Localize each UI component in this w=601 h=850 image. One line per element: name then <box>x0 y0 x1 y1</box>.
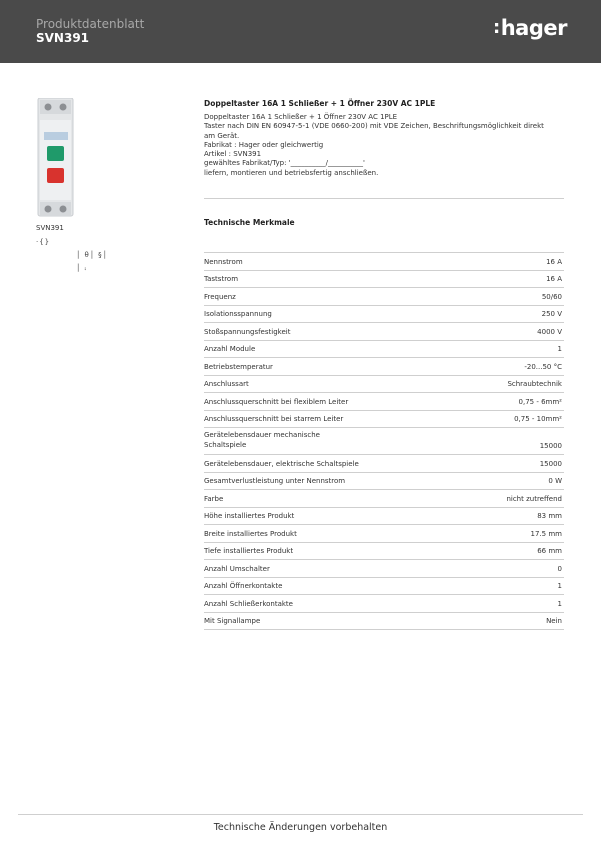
table-row <box>204 473 564 491</box>
description-line: am Gerät. <box>204 131 240 140</box>
table-row <box>204 271 564 289</box>
contact-symbol-icon: │ θ│ §│ <box>76 251 108 259</box>
table-row <box>204 578 564 596</box>
spec-value: 0 <box>557 564 562 573</box>
spec-value: Nein <box>546 617 562 625</box>
spec-label: Anzahl Schließerkontakte <box>204 599 293 608</box>
page-header <box>0 0 601 63</box>
spec-label: Frequenz <box>204 292 236 301</box>
table-row <box>204 613 564 631</box>
section-title: Technische Merkmale <box>204 218 295 227</box>
spec-label: Farbe <box>204 494 224 503</box>
description-line: Taster nach DIN EN 60947-5-1 (VDE 0660-200) mit VDE Zeichen, Beschriftungsmöglichkeit direkt <box>204 122 544 131</box>
spec-value: 0 W <box>548 477 562 485</box>
table-row <box>204 428 564 455</box>
spec-value: 0,75 - 6mm² <box>518 397 562 406</box>
divider <box>204 198 564 199</box>
spec-value: Schraubtechnik <box>507 380 562 388</box>
hager-logo: :hager <box>493 16 567 40</box>
spec-value: 50/60 <box>541 292 562 301</box>
table-row <box>204 323 564 341</box>
table-row <box>204 358 564 376</box>
spec-value: 250 V <box>541 310 562 318</box>
spec-label: Taststrom <box>204 275 239 283</box>
table-row <box>204 341 564 359</box>
spec-value: 83 mm <box>537 512 562 520</box>
spec-value: 17.5 mm <box>530 529 562 538</box>
spec-value: 4000 V <box>537 327 562 336</box>
table-row <box>204 455 564 473</box>
table-row <box>204 306 564 324</box>
product-description <box>204 113 564 178</box>
spec-value: nicht zutreffend <box>506 494 562 503</box>
description-line: liefern, montieren und betriebsfertig anschließen. <box>204 168 379 177</box>
spec-label: Höhe installiertes Produkt <box>204 512 295 520</box>
document-type: Produktdatenblatt <box>36 17 145 31</box>
description-line: Fabrikat : Hager oder gleichwertig <box>204 140 324 149</box>
spec-label: Anzahl Umschalter <box>204 564 270 573</box>
description-line: Doppeltaster 16A 1 Schließer + 1 Öffner 230V AC 1PLE <box>204 113 398 121</box>
spec-value: 1 <box>557 582 562 590</box>
spec-label: Anschlussquerschnitt bei starrem Leiter <box>204 415 344 423</box>
spec-value: 16 A <box>546 275 562 283</box>
spec-label: Breite installiertes Produkt <box>204 529 297 538</box>
wiring-symbol-icon: ·{} <box>36 238 51 246</box>
spec-label: Tiefe installiertes Produkt <box>204 547 294 555</box>
spec-value: 0,75 - 10mm² <box>514 415 562 423</box>
spec-label: Stoßspannungsfestigkeit <box>204 327 291 336</box>
product-code: SVN391 <box>36 31 90 45</box>
spec-label: Mit Signallampe <box>204 617 261 625</box>
spec-value: 16 A <box>546 257 562 266</box>
product-title: Doppeltaster 16A 1 Schließer + 1 Öffner 230V AC 1PLE <box>204 99 436 108</box>
spec-value: -20...50 °C <box>524 362 562 371</box>
spec-label: Anschlussquerschnitt bei flexiblem Leiter <box>204 397 349 406</box>
footer-note: Technische Änderungen vorbehalten <box>213 822 388 833</box>
table-row <box>204 288 564 306</box>
table-row <box>204 376 564 394</box>
spec-label: Gerätelebensdauer, elektrische Schaltspiele <box>204 459 359 468</box>
table-row <box>204 525 564 543</box>
spec-value: 15000 <box>539 459 562 468</box>
spec-label: Anschlussart <box>204 380 249 388</box>
specs-table <box>204 252 564 630</box>
product-image <box>36 98 76 220</box>
spec-value: 66 mm <box>537 547 562 555</box>
table-row <box>204 411 564 429</box>
spec-label: Gesamtverlustleistung unter Nennstrom <box>204 477 346 485</box>
table-row <box>204 393 564 411</box>
spec-label: Isolationsspannung <box>204 310 272 318</box>
description-line: gewähltes Fabrikat/Typ: '__________/__________' <box>204 159 365 168</box>
spec-value: 1 <box>557 599 562 608</box>
spec-value: 1 <box>557 345 562 353</box>
table-row <box>204 253 564 271</box>
footer-divider <box>18 814 583 815</box>
table-row <box>204 595 564 613</box>
table-row <box>204 490 564 508</box>
table-row <box>204 543 564 561</box>
spec-label: Betriebstemperatur <box>204 362 273 371</box>
spec-label: Gerätelebensdauer mechanische Schaltspiele <box>204 431 320 449</box>
table-row <box>204 508 564 526</box>
table-row <box>204 560 564 578</box>
image-caption: SVN391 <box>36 224 64 232</box>
spec-value: 15000 <box>539 442 562 450</box>
description-line: Artikel : SVN391 <box>204 150 262 159</box>
spec-label: Nennstrom <box>204 257 243 266</box>
spec-label: Anzahl Module <box>204 345 256 353</box>
contact-symbol-icon-2: │ ⨾ <box>76 264 87 272</box>
spec-label: Anzahl Öffnerkontakte <box>204 582 283 590</box>
